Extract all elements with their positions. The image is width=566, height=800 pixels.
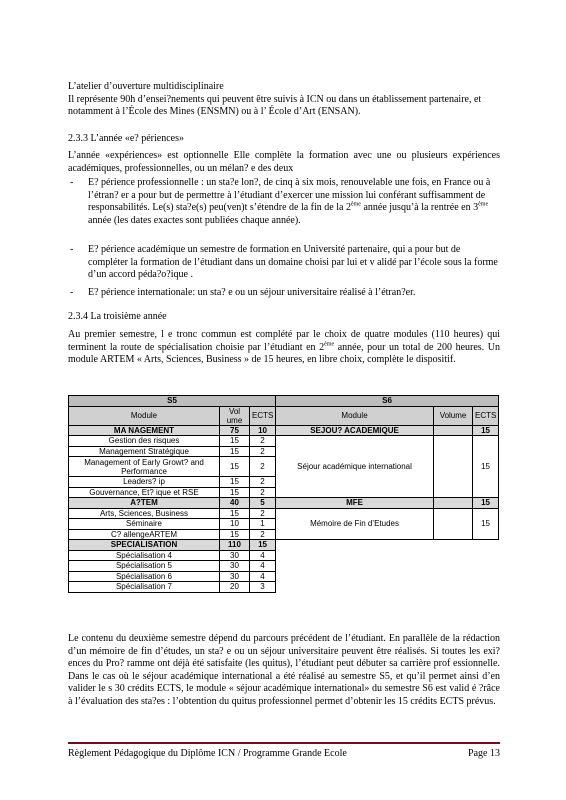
volume-cell: 75 — [220, 425, 250, 436]
volume-cell: 15 — [220, 529, 250, 540]
ects-cell: 1 — [250, 519, 276, 530]
column-header-module: Module — [69, 406, 220, 425]
ects-cell: 5 — [250, 498, 276, 509]
ects-cell: 2 — [250, 436, 276, 447]
mfe-module-cell: Mémoire de Fin d’Etudes — [276, 508, 434, 540]
page-number: Page 13 — [468, 748, 500, 759]
ects-cell: 2 — [250, 446, 276, 457]
ects-cell: 15 — [250, 540, 276, 551]
ects-cell: 15 — [473, 508, 499, 540]
bullet-dash: - — [70, 244, 74, 255]
module-cell: Spécialisation 7 — [69, 582, 220, 593]
volume-cell: 30 — [220, 571, 250, 582]
volume-cell: 15 — [220, 457, 250, 477]
bullet-text-a: E? périence professionnelle : un sta?e lon?, de cinq à six mois, renouvelable une fois, en France ou à l’étran? er a pour but de permettre à l’étudiant d’exercer une mission lui conférant suffisamment de responsabilités. Le(s) sta?e(s) peu(ven)t s’étendre de la fin de la 2 — [88, 177, 491, 213]
column-header-ects: ECTS — [250, 406, 276, 425]
bullet-dash: - — [70, 177, 74, 188]
bullet-text: E? périence académique un semestre de formation en Université partenaire, qui a pour but de compléter la formation de l’étudiant dans un domaine choisi par lui et v alidé par l’école sous la forme d’un accord péda?o?ique . — [88, 244, 498, 280]
module-cell: Spécialisation 6 — [69, 571, 220, 582]
section-2-3-3-intro: L’année «expériences» est optionnelle Elle complète la formation avec une ou plusieurs expériences académiques, professionnelles, ou un mélan? e des deux — [68, 150, 500, 174]
volume-cell — [434, 436, 473, 498]
volume-cell — [434, 498, 473, 509]
group-specialisation: SPECIALISATION — [69, 540, 220, 551]
group-sejour: SEJOU? ACADEMIQUE — [276, 425, 434, 436]
s5-header: S5 — [69, 396, 276, 407]
ects-cell: 15 — [473, 436, 499, 498]
ects-cell: 15 — [473, 425, 499, 436]
module-cell: Leaders? ip — [69, 477, 220, 488]
table-row — [69, 540, 499, 551]
ects-cell: 2 — [250, 477, 276, 488]
volume-cell: 15 — [220, 487, 250, 498]
footer-rule — [68, 742, 500, 744]
volume-cell: 40 — [220, 498, 250, 509]
section-heading-2-3-4: 2.3.4 La troisième année — [68, 311, 167, 322]
volume-cell: 30 — [220, 550, 250, 561]
closing-paragraph: Le contenu du deuxième semestre dépend du parcours précédent de l’étudiant. En parallèle de la rédaction d’un mémoire de fin d’études, un sta? e ou un séjour universitaire peuvent être réalisés. Si toutes les exi?ences du Pro? ramme ont déjà été satisfaite (les quitus), l’étudiant peut débuter sa carrière prof essionnelle. Dans le cas où le séjour académique international a été réalisé au semestre S5, et qu’il permet ainsi d’en valider le s 30 crédits ECTS, le module « séjour académique international» du semestre S6 est valid é ?râce à l’évaluation des sta?es : l’obtention du quitus professionnel permet d’obtenir les 15 crédits ECTS prévus. — [68, 633, 500, 707]
ects-cell: 3 — [250, 582, 276, 593]
sejour-module-cell: Séjour académique international — [276, 436, 434, 498]
table-row — [69, 508, 499, 519]
module-cell: Séminaire — [69, 519, 220, 530]
footer-title: Règlement Pédagogique du Diplôme ICN / Programme Grande Ecole — [68, 748, 347, 759]
table-row — [69, 436, 499, 447]
superscript: ème — [478, 201, 489, 208]
atelier-section — [68, 81, 500, 119]
empty-cell — [276, 540, 499, 593]
ects-cell: 4 — [250, 550, 276, 561]
ects-cell: 2 — [250, 457, 276, 477]
section-2-3-4-text — [68, 329, 500, 367]
superscript: ème — [324, 341, 335, 348]
module-cell: C? allengeARTEM — [69, 529, 220, 540]
column-header-ects: ECTS — [473, 406, 499, 425]
volume-cell: 110 — [220, 540, 250, 551]
column-header-volume: Vol ume — [220, 406, 250, 425]
group-management: MA NAGEMENT — [69, 425, 220, 436]
ects-cell: 15 — [473, 498, 499, 509]
section-heading-2-3-3: 2.3.3 L’année «e? périences» — [68, 133, 184, 144]
ects-cell: 2 — [250, 529, 276, 540]
page-footer — [68, 748, 500, 760]
paragraph-part: année, pour un total de 200 heures. Un module ARTEM « Arts, Sciences, Business » de 15 heures, en libre choix, complète le dispositif. — [68, 341, 500, 365]
table-column-header — [69, 406, 499, 425]
volume-cell: 15 — [220, 436, 250, 447]
semester-table — [68, 395, 499, 593]
table-semester-header — [69, 396, 499, 407]
module-cell: Gouvernance, Et? ique et RSE — [69, 487, 220, 498]
s6-header: S6 — [276, 396, 499, 407]
group-mfe: MFE — [276, 498, 434, 509]
module-cell: Gestion des risques — [69, 436, 220, 447]
module-cell: Management Stratégique — [69, 446, 220, 457]
volume-cell: 15 — [220, 508, 250, 519]
paragraph-part: Au premier semestre, l e tronc commun est complété par le choix de quatre modules (110 heures) qui terminent la route de spécialisation choisie par l’étudiant en 2 — [68, 329, 500, 353]
ects-cell: 10 — [250, 425, 276, 436]
volume-cell: 10 — [220, 519, 250, 530]
ects-cell: 2 — [250, 508, 276, 519]
table-row — [69, 498, 499, 509]
module-cell: Management of Early Growt? and Performance — [69, 457, 220, 477]
module-cell: Spécialisation 5 — [69, 561, 220, 572]
volume-cell: 30 — [220, 561, 250, 572]
module-cell: Arts, Sciences, Business — [69, 508, 220, 519]
ects-cell: 4 — [250, 561, 276, 572]
ects-cell: 4 — [250, 571, 276, 582]
superscript: ème — [350, 201, 361, 208]
column-header-volume: Volume — [434, 406, 473, 425]
bullet-text-b: année jusqu’à la rentrée en 3 — [360, 202, 479, 213]
table-row — [69, 425, 499, 436]
ects-cell: 2 — [250, 487, 276, 498]
bullet-text: E? périence internationale: un sta? e ou un séjour universitaire réalisé à l’étran?er. — [88, 287, 416, 298]
volume-cell — [434, 425, 473, 436]
bullet-text-c: année (les dates exactes sont publiées chaque année). — [88, 214, 301, 226]
volume-cell: 15 — [220, 477, 250, 488]
bullet-dash: - — [70, 287, 74, 298]
atelier-title: L’atelier d’ouverture multidisciplinaire — [68, 81, 224, 92]
group-artem: A?TEM — [69, 498, 220, 509]
atelier-text: Il représente 90h d’ensei?nements qui peuvent être suivis à ICN ou dans un établissement partenaire, et notamment à l’École des Mines (ENSMN) ou à l’ École d’Art (ENSAN). — [68, 93, 482, 117]
volume-cell — [434, 508, 473, 540]
volume-cell: 15 — [220, 446, 250, 457]
volume-cell: 20 — [220, 582, 250, 593]
module-cell: Spécialisation 4 — [69, 550, 220, 561]
column-header-module: Module — [276, 406, 434, 425]
